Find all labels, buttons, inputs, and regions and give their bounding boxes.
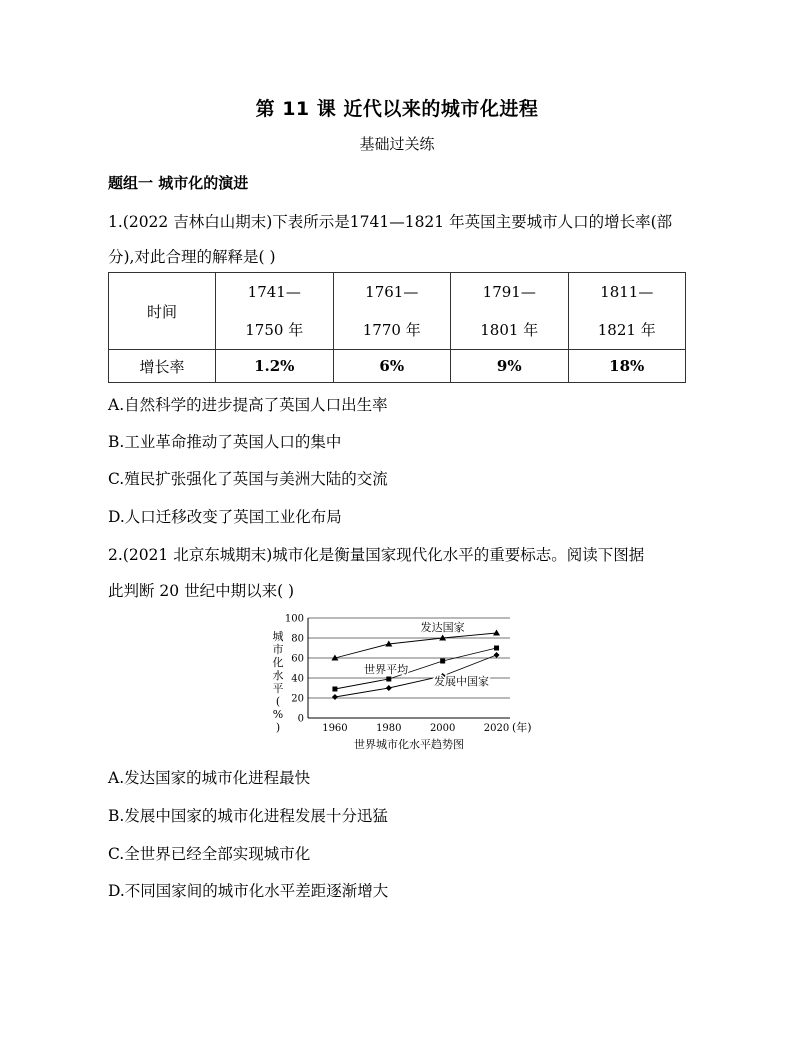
x-tick-label: 1960	[322, 723, 348, 734]
q2-option-a[interactable]: A.发达国家的城市化进程最快	[108, 769, 311, 787]
q1-option-b[interactable]: B.工业革命推动了英国人口的集中	[108, 433, 342, 451]
y-axis-label-char: 城	[272, 630, 284, 643]
period-start: 1761—	[365, 283, 419, 301]
y-axis-label-char: )	[275, 721, 281, 734]
row-header-time: 时间	[146, 302, 177, 321]
question-2-stem-line-2: 此判断 20 世纪中期以来( )	[108, 582, 295, 600]
y-axis-label-char: (	[275, 695, 281, 708]
data-point	[494, 652, 500, 658]
table-cell	[216, 350, 334, 383]
q1-option-c[interactable]: C.殖民扩张强化了英国与美洲大陆的交流	[108, 470, 388, 488]
y-tick-label: 0	[297, 713, 304, 725]
growth-rate-table	[108, 272, 686, 383]
rate-value: 1.2%	[254, 357, 295, 375]
y-tick-label: 40	[291, 673, 304, 685]
table-cell	[333, 273, 451, 350]
question-2-stem-line-1: 2.(2021 北京东城期末)城市化是衡量国家现代化水平的重要标志。阅读下图据	[108, 546, 645, 564]
period-end: 1750 年	[245, 321, 304, 339]
table-cell	[568, 350, 686, 383]
q2-option-b[interactable]: B.发展中国家的城市化进程发展十分迅猛	[108, 807, 388, 825]
x-tick-label: 2000	[429, 723, 456, 734]
y-axis-label-char: 市	[272, 643, 284, 656]
rate-value: 18%	[609, 357, 645, 375]
table-cell	[568, 273, 686, 350]
y-tick-label: 60	[291, 653, 304, 665]
y-axis-label	[273, 630, 284, 734]
rate-value: 9%	[496, 357, 522, 375]
table-cell	[109, 273, 216, 350]
y-tick-label: 80	[291, 633, 304, 645]
q1-option-a[interactable]: A.自然科学的进步提高了英国人口出生率	[108, 396, 388, 414]
table-cell	[216, 273, 334, 350]
table-cell	[333, 350, 451, 383]
chart-series	[331, 620, 500, 700]
y-tick-label: 20	[291, 693, 304, 705]
y-axis-label-char: 平	[272, 682, 284, 695]
page-title: 第 11 课 近代以来的城市化进程	[255, 98, 539, 120]
y-axis-label-char: 水	[272, 669, 284, 682]
table-row	[109, 273, 686, 350]
series-label: 发展中国家	[434, 675, 490, 688]
urbanization-chart	[260, 605, 540, 755]
data-point	[494, 646, 499, 651]
period-start: 1741—	[247, 283, 301, 301]
period-start: 1811—	[600, 283, 654, 301]
data-point	[440, 659, 445, 664]
data-point	[332, 694, 338, 700]
rate-value: 6%	[379, 357, 405, 375]
series-label: 发达国家	[420, 621, 465, 634]
period-start: 1791—	[482, 283, 536, 301]
data-point	[386, 685, 392, 691]
y-axis-label-char: 化	[272, 656, 284, 669]
data-point	[386, 677, 391, 682]
y-axis-label-char: %	[272, 708, 284, 721]
table-cell	[451, 350, 569, 383]
q2-option-d[interactable]: D.不同国家间的城市化水平差距逐渐增大	[108, 882, 389, 900]
chart-title: 世界城市化水平趋势图	[354, 738, 464, 751]
data-point	[332, 687, 337, 692]
period-end: 1821 年	[597, 321, 656, 339]
question-1-stem-line-2: 分),对此合理的解释是( )	[108, 248, 276, 266]
series-label: 世界平均	[364, 663, 409, 676]
table-cell	[451, 273, 569, 350]
chart-axes	[308, 618, 510, 718]
x-tick-label: 1980	[376, 723, 402, 734]
row-header-rate: 增长率	[139, 357, 185, 376]
q2-option-c[interactable]: C.全世界已经全部实现城市化	[108, 845, 311, 863]
x-axis-label: (年)	[512, 721, 532, 734]
group-title: 题组一 城市化的演进	[108, 174, 249, 192]
table-cell	[109, 350, 216, 383]
x-tick-label: 2020	[483, 723, 510, 734]
data-point	[493, 630, 500, 636]
period-end: 1770 年	[362, 321, 421, 339]
period-end: 1801 年	[480, 321, 539, 339]
q1-option-d[interactable]: D.人口迁移改变了英国工业化布局	[108, 508, 342, 526]
table-row	[109, 350, 686, 383]
y-tick-label: 100	[284, 613, 304, 625]
page-subtitle: 基础过关练	[359, 135, 435, 153]
question-1-stem-line-1: 1.(2022 吉林白山期末)下表所示是1741—1821 年英国主要城市人口的增长率(部	[108, 213, 673, 231]
